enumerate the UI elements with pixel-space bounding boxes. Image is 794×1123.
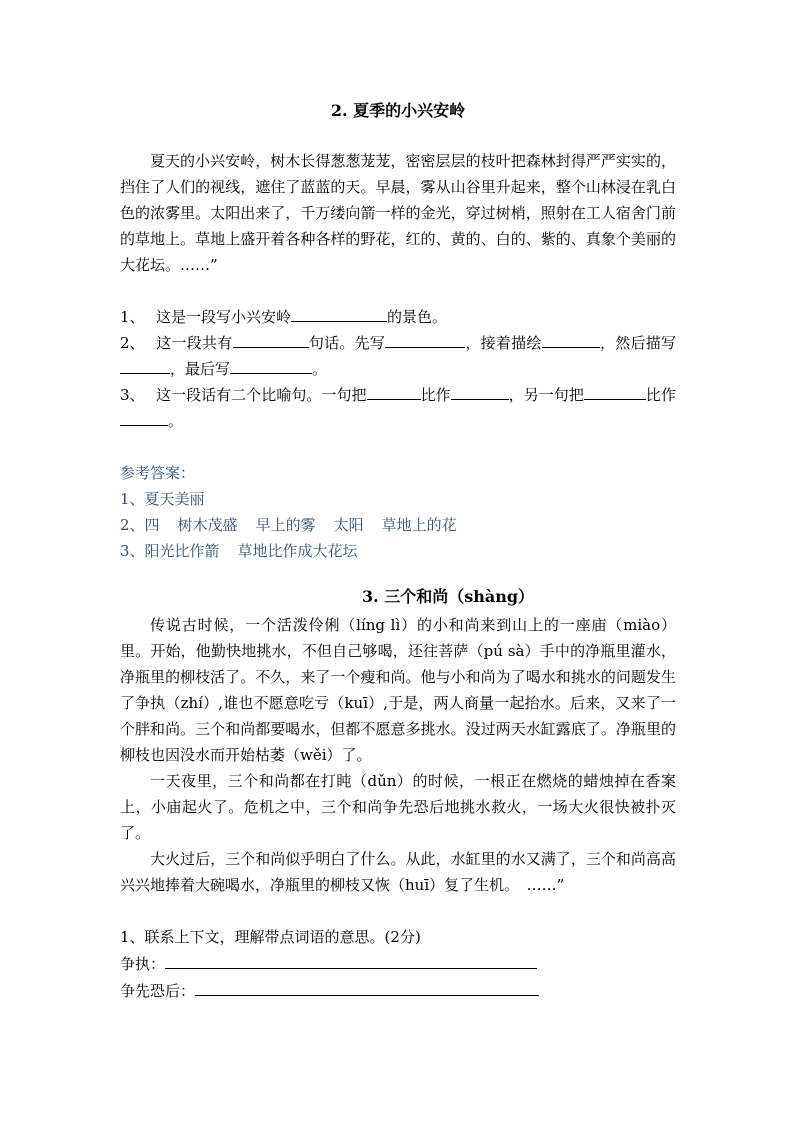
answer-blank[interactable] bbox=[291, 307, 387, 322]
answer-2-item: 树木茂盛 bbox=[177, 516, 238, 534]
spacer bbox=[120, 434, 676, 460]
answer-blank[interactable] bbox=[584, 385, 646, 400]
section1-question-3 bbox=[120, 382, 676, 434]
section2-paragraph-3: 大火过后，三个和尚似乎明白了什么。从此，水缸里的水又满了，三个和尚高高兴兴地捧着大碗喝水，净瓶里的柳枝又恢（huī）复了生机。 ……” bbox=[120, 850, 676, 894]
section1-title: 2. 夏季的小兴安岭 bbox=[330, 101, 466, 120]
spacer bbox=[120, 898, 676, 924]
answer-blank[interactable] bbox=[542, 333, 600, 348]
answer-2-number: 2、四 bbox=[120, 516, 160, 534]
answer-blank[interactable] bbox=[120, 411, 168, 426]
section1-question-1 bbox=[120, 304, 676, 330]
question-text: 句话。先写 bbox=[308, 334, 386, 352]
section1-question-2 bbox=[120, 330, 676, 382]
answer-2-item: 草地上的花 bbox=[381, 516, 457, 534]
section2-paragraph-1: 传说古时候，一个活泼伶俐（líng lì）的小和尚来到山上的一座庙（miào）里。开始，他勤快地挑水，不但自己够喝，还往菩萨（pú sà）手中的净瓶里灌水，净瓶里的柳枝活了。不久，来了一个瘦和尚。他与小和尚为了喝水和挑水的问题发生了争执（zhí）,谁也不愿意吃亏（kuī）,于是，两人商量一起抬水。后来，又来了一个胖和尚。三个和尚都要喝水，但都不愿意多挑水。没过两天水缸露底了。净瓶里的柳枝也因没水而开始枯萎（wěi）了。 bbox=[120, 616, 676, 764]
answer-3-part: 草地比作成大花坛 bbox=[237, 542, 358, 560]
answer-line[interactable] bbox=[195, 977, 539, 996]
section2-paragraph-2: 一天夜里，三个和尚都在打盹（dǔn）的时候，一根正在燃烧的蜡烛掉在香案上，小庙起火了。危机之中，三个和尚争先恐后地挑水救火，一场大火很快被扑灭了。 bbox=[120, 772, 676, 842]
question-text: ，另一句把 bbox=[508, 386, 584, 404]
question-text: ，最后写 bbox=[170, 360, 231, 378]
answer-blank[interactable] bbox=[385, 333, 465, 348]
answer-blank[interactable] bbox=[120, 359, 170, 374]
answer-blank[interactable] bbox=[230, 359, 312, 374]
answer-2-item: 早上的雾 bbox=[255, 516, 316, 534]
question-number: 2、 bbox=[120, 334, 145, 352]
answer-blank[interactable] bbox=[233, 333, 309, 348]
question-text: ，然后描写 bbox=[599, 334, 676, 352]
question-text: 。 bbox=[168, 412, 184, 430]
spacer bbox=[120, 278, 676, 304]
section2-question-1: 1、联系上下文，理解带点词语的意思。(2分) bbox=[120, 928, 421, 946]
answer-3-part: 3、阳光比作箭 bbox=[120, 542, 220, 560]
answer-1: 1、夏天美丽 bbox=[120, 490, 205, 508]
answer-line[interactable] bbox=[165, 950, 537, 969]
field-label: 争执： bbox=[120, 955, 166, 973]
question-text: 这是一段写小兴安岭 bbox=[156, 308, 292, 326]
field-label: 争先恐后： bbox=[120, 982, 196, 1000]
answer-3 bbox=[120, 538, 676, 564]
field-zhengxiankonghou bbox=[120, 977, 676, 1004]
question-text: 比作 bbox=[645, 386, 676, 404]
section1-paragraph: 夏天的小兴安岭，树木长得葱葱茏茏，密密层层的枝叶把森林封得严严实实的，挡住了人们的视线，遮住了蓝蓝的天。早晨，雾从山谷里升起来，整个山林浸在乳白色的浓雾里。太阳出来了，千万缕向箭一样的金光，穿过树梢，照射在工人宿舍门前的草地上。草地上盛开着各种各样的野花，红的、黄的、白的、紫的、真象个美丽的大花坛。……” bbox=[120, 152, 676, 274]
question-text: 这一段话有二个比喻句。一句把 bbox=[156, 386, 367, 404]
answer-blank[interactable] bbox=[367, 385, 421, 400]
question-text: 的景色。 bbox=[387, 308, 448, 326]
question-number: 1、 bbox=[120, 308, 145, 326]
field-zhengzhi bbox=[120, 950, 676, 977]
answers-heading: 参考答案： bbox=[120, 464, 196, 482]
answer-2 bbox=[120, 512, 676, 538]
question-text: 比作 bbox=[420, 386, 451, 404]
question-text: 。 bbox=[312, 360, 328, 378]
answer-2-item: 太阳 bbox=[333, 516, 364, 534]
document-content bbox=[120, 96, 676, 1004]
question-text: ，接着描绘 bbox=[465, 334, 542, 352]
section2-title: 3. 三个和尚（shàng） bbox=[361, 587, 535, 606]
question-text: 这一段共有 bbox=[156, 334, 233, 352]
question-number: 3、 bbox=[120, 386, 145, 404]
answer-blank[interactable] bbox=[451, 385, 509, 400]
